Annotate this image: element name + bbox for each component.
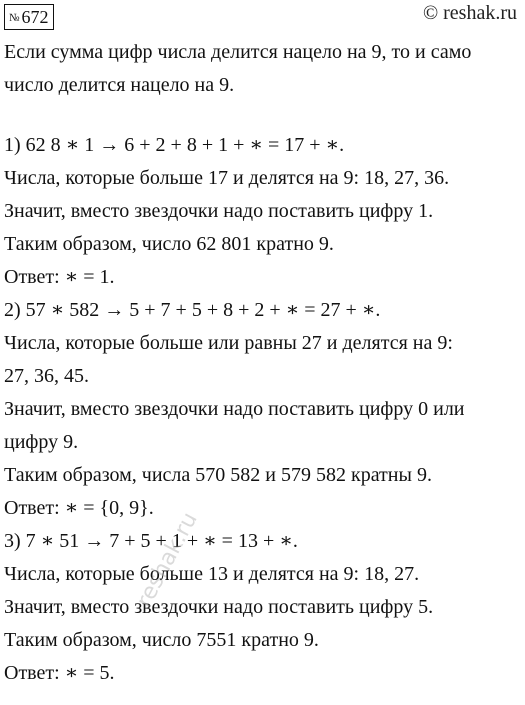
text-line-part3-equation: 3) 7 ∗ 51 → 7 + 5 + 1 + ∗ = 13 + ∗.	[4, 530, 298, 552]
text-line-part2-values: 27, 36, 45.	[4, 365, 89, 387]
text-line-part2-equation: 2) 57 ∗ 582 → 5 + 7 + 5 + 8 + 2 + ∗ = 27 + ∗.	[4, 299, 381, 321]
solution-text	[4, 36, 519, 690]
text-line-part3-digit: Значит, вместо звездочки надо поставить цифру 5.	[4, 596, 434, 618]
text-line-part2-digit-cont: цифру 9.	[4, 431, 79, 453]
text-line-part3-answer: Ответ: ∗ = 5.	[4, 662, 115, 684]
problem-number: 672	[21, 7, 49, 27]
text-line-part1-equation: 1) 62 8 ∗ 1 → 6 + 2 + 8 + 1 + ∗ = 17 + ∗.	[4, 134, 345, 156]
number-sign: №	[9, 12, 20, 24]
text-line-part3-multiples: Числа, которые больше 13 и делятся на 9: 18, 27.	[4, 563, 420, 585]
text-line-part1-multiples: Числа, которые больше 17 и делятся на 9: 18, 27, 36.	[4, 167, 450, 189]
text-line-part1-digit: Значит, вместо звездочки надо поставить цифру 1.	[4, 200, 434, 222]
text-line-part1-result: Таким образом, число 62 801 кратно 9.	[4, 233, 334, 255]
text-line-rule-1: Если сумма цифр числа делится нацело на 9, то и само	[4, 41, 472, 63]
text-line-part2-answer: Ответ: ∗ = {0, 9}.	[4, 497, 154, 519]
text-line-part1-answer: Ответ: ∗ = 1.	[4, 266, 115, 288]
text-line-part3-result: Таким образом, число 7551 кратно 9.	[4, 629, 319, 651]
copyright-watermark: © reshak.ru	[422, 2, 517, 24]
text-line-rule-2: число делится нацело на 9.	[4, 74, 235, 96]
text-line-part2-digit: Значит, вместо звездочки надо поставить цифру 0 или	[4, 398, 465, 420]
problem-number-badge	[4, 4, 54, 30]
text-line-part2-multiples: Числа, которые больше или равны 27 и делятся на 9:	[4, 332, 453, 354]
text-line-part2-result: Таким образом, числа 570 582 и 579 582 кратны 9.	[4, 464, 432, 486]
diagonal-watermark: reshak.ru	[132, 508, 203, 612]
